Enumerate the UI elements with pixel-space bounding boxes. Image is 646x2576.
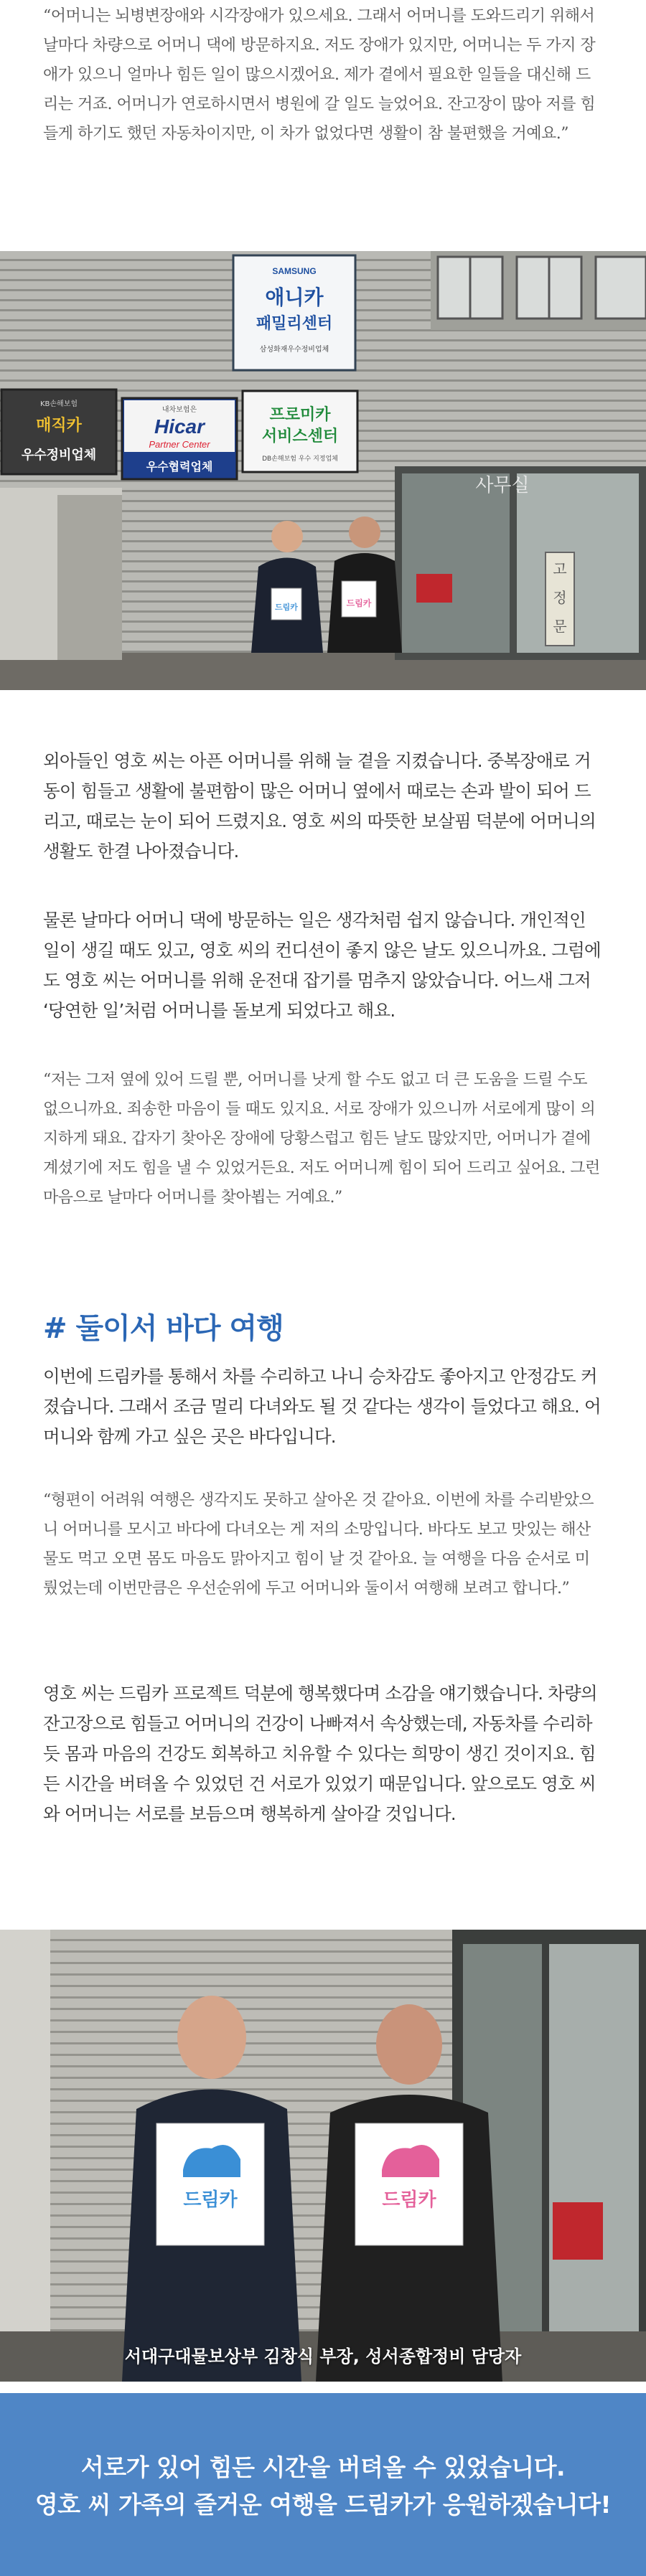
sign-hicar-main: 우수협력업체 [146, 460, 213, 473]
sign-anycar-small: 삼성화재우수정비업체 [259, 346, 329, 354]
quote-3: “형편이 어려워 여행은 생각지도 못하고 살아온 것 같아요. 이번에 차를 수리받았으니 어머니를 모시고 바다에 다녀오는 게 저의 소망입니다. 바다도 보고 맛있는 해산물도 먹고 오면 몸도 마음도 맑아지고 힘이 날 것 같아요. 늘 여행을 다음 순서로 미뤘었는데 이번만큼은 우선순위에 두고 어머니와 둘이서 여행해 보려고 합니다.” [43, 1491, 594, 1598]
dreamcar-board-blue [156, 2123, 264, 2245]
footer-line-2: 영호 씨 가족의 즐거운 여행을 드림카가 응원하겠습니다! [34, 2491, 612, 2519]
paragraph-2: 물론 날마다 어머니 댁에 방문하는 일은 생각처럼 쉽지 않습니다. 개인적인 일이 생길 때도 있고, 영호 씨의 컨디션이 좋지 않은 날도 있으니까요. 그럼에도 영호 씨는 어머니를 위해 운전대 잡기를 멈추지 않았습니다. 어느새 그저 ‘당연한 일’처럼 어머니를 돌보게 되었다고 해요. [43, 910, 601, 1021]
photo-caption: 서대구대물보상부 김창식 부장, 성서종합정비 담당자 [124, 2346, 522, 2367]
sign-promy-main2: 서비스센터 [261, 428, 339, 445]
sign-hicar-brand: Hicar [154, 415, 205, 438]
board-label-small-pink: 드림카 [346, 598, 372, 608]
sign-promy [243, 391, 357, 472]
board-label-blue: 드림카 [183, 2189, 238, 2211]
paragraph-1: 외아들인 영호 씨는 아픈 어머니를 위해 늘 곁을 지켰습니다. 중복장애로 거동이 힘들고 생활에 불편함이 많은 어머니 옆에서 때로는 손과 발이 되어 드리고, 때로는 눈이 되어 드렸지요. 영호 씨의 따뜻한 보살핌 덕분에 어머니의 생활도 한결 나아졌습니다. [43, 750, 596, 862]
sign-hicar-sub: Partner Center [149, 439, 210, 450]
sign-anycar-main: 애니카 [265, 286, 324, 309]
board-label-pink: 드림카 [382, 2189, 436, 2211]
sign-promy-main1: 프로미카 [269, 406, 331, 424]
sign-office-v1: 고 [553, 560, 567, 577]
office-front-illustration [0, 251, 646, 690]
sign-promy-small: DB손해보험 우수 지정업체 [262, 456, 338, 463]
sign-office-v2: 정 [553, 589, 567, 606]
sign-magiccar-small: KB손해보험 [39, 400, 78, 408]
sign-anycar-brand: SAMSUNG [272, 266, 317, 276]
paragraph-3: 이번에 드림카를 통해서 차를 수리하고 나니 승차감도 좋아지고 안정감도 커졌습니다. 그래서 조금 멀리 다녀와도 될 것 같다는 생각이 들었다고 해요. 어머니와 함께 가고 싶은 곳은 바다입니다. [43, 1366, 601, 1447]
photo-staff [0, 1930, 646, 2382]
sign-magiccar-brand: 매직카 [36, 417, 82, 435]
dreamcar-board-pink [355, 2123, 463, 2245]
section-heading: # 둘이서 바다 여행 [43, 1312, 284, 1345]
sign-anycar-sub: 패밀리센터 [256, 315, 333, 333]
sign-magiccar-main: 우수정비업체 [21, 448, 97, 463]
staff-illustration [0, 1930, 646, 2382]
sign-office-v3: 문 [553, 618, 567, 635]
quote-2: “저는 그저 옆에 있어 드릴 뿐, 어머니를 낫게 할 수도 없고 더 큰 도움을 드릴 수도 없으니까요. 죄송한 마음이 들 때도 있지요. 서로 장애가 있으니까 서로에게 많이 의지하게 돼요. 갑자기 찾아온 장애에 당황스럽고 힘든 날도 많았지만, 어머니가 곁에 계셨기에 저도 힘을 낼 수 있었거든요. 저도 어머니께 힘이 되어 드리고 싶어요. 그런 마음으로 날마다 어머니를 찾아뵙는 거예요.” [43, 1071, 600, 1207]
sign-anycar [233, 255, 355, 370]
photo-office-front [0, 251, 646, 690]
intro-quote: “어머니는 뇌병변장애와 시각장애가 있으세요. 그래서 어머니를 도와드리기 위해서 날마다 차량으로 어머니 댁에 방문하지요. 저도 장애가 있지만, 어머니는 두 가지 장애가 있으니 얼마나 힘든 일이 많으시겠어요. 제가 곁에서 필요한 일들을 대신해 드리는 거죠. 어머니가 연로하시면서 병원에 갈 일도 늘었어요. 잔고장이 많아 저를 힘들게 하기도 했던 자동차이지만, 이 차가 없었다면 생활이 참 불편했을 거예요.” [43, 7, 596, 143]
sign-office: 사무실 [475, 475, 530, 496]
paragraph-4: 영호 씨는 드림카 프로젝트 덕분에 행복했다며 소감을 얘기했습니다. 차량의 잔고장으로 힘들고 어머니의 건강이 나빠져서 속상했는데, 자동차를 수리하듯 몸과 마음의 건강도 회복하고 치유할 수 있다는 희망이 생긴 것이지요. 힘든 시간을 버텨올 수 있었던 건 서로가 있었기 때문입니다. 앞으로도 영호 씨와 어머니는 서로를 보듬으며 행복하게 살아갈 것입니다. [43, 1683, 597, 1824]
sign-hicar-top: 내차보험은 [162, 406, 197, 414]
sign-magiccar [1, 390, 116, 474]
footer-banner [0, 2393, 646, 2576]
sign-hicar [122, 398, 237, 479]
footer-line-1: 서로가 있어 힘든 시간을 버텨올 수 있었습니다. [80, 2453, 566, 2481]
board-label-small-blue: 드림카 [275, 603, 298, 612]
